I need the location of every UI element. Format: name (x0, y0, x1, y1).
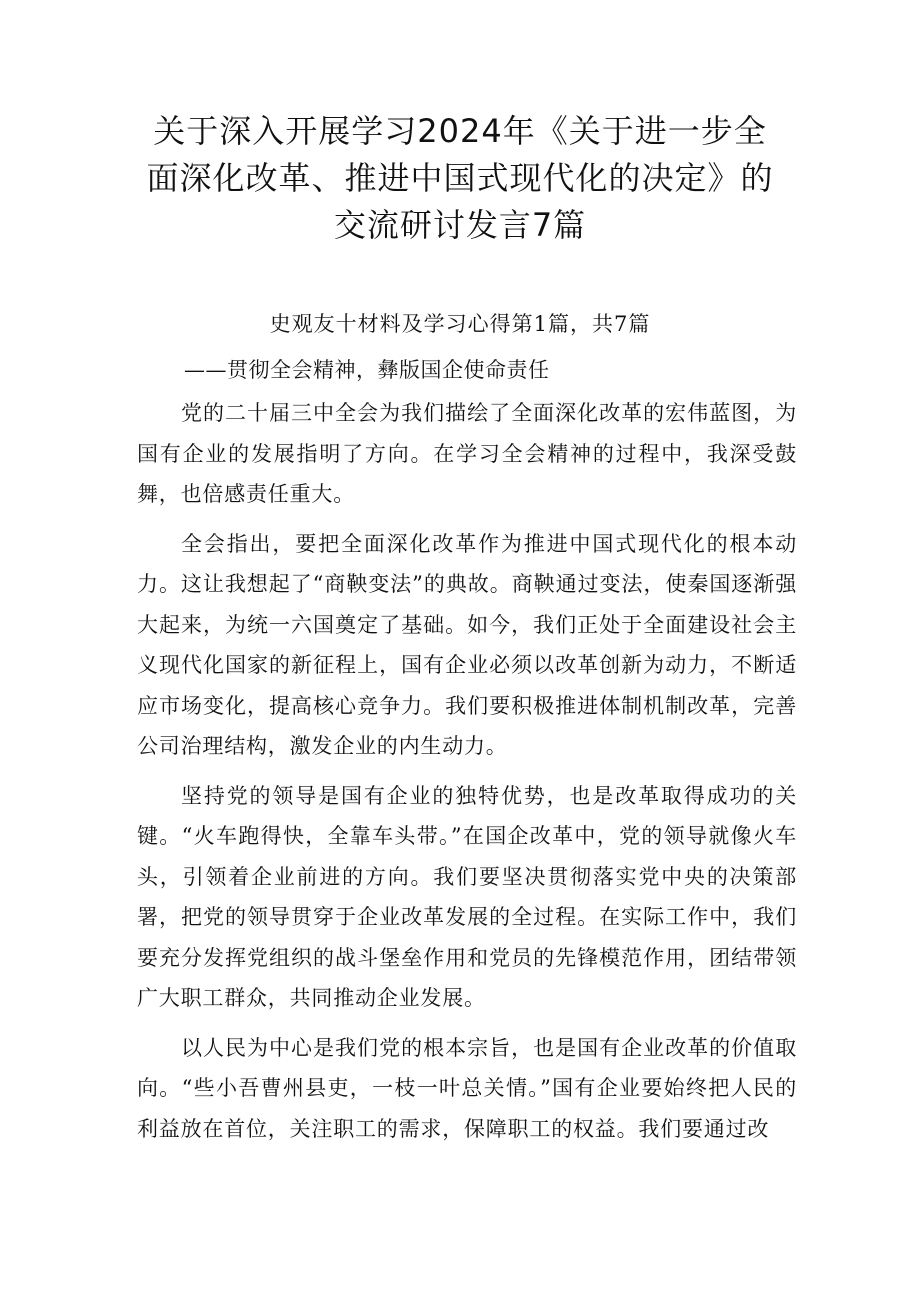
title-line-2: 面深化改革、推进中国式现代化的决定》的 (146, 159, 774, 197)
document-body (137, 393, 797, 1158)
paragraph: 以人民为中心是我们党的根本宗旨，也是国有企业改革的价值取向。“些小吾曹州县吏，一枝一叶总关情。”国有企业要始终把人民的利益放在首位，关注职工的需求，保障职工的权益。我们要通过改 (137, 1035, 797, 1141)
title-line-3: 交流研讨发言7篇 (333, 206, 587, 244)
title-line-1: 关于深入开展学习2024年《关于进一步全 (153, 112, 767, 150)
section-heading: 史观友十材料及学习心得第1篇，共7篇 (269, 312, 651, 336)
paragraph: 坚持党的领导是国有企业的独特优势，也是改革取得成功的关键。“火车跑得快，全靠车头带。”在国企改革中，党的领导就像火车头，引领着企业前进的方向。我们要坚决贯彻落实党中央的决策部署，把党的领导贯穿于企业改革发展的全过程。在实际工作中，我们要充分发挥党组织的战斗堡垒作用和党员的先锋模范作用，团结带领广大职工群众，共同推动企业发展。 (137, 783, 797, 1010)
paragraph: 全会指出，要把全面深化改革作为推进中国式现代化的根本动力。这让我想起了“商鞅变法”的典故。商鞅通过变法，使秦国逐渐强大起来，为统一六国奠定了基础。如今，我们正处于全面建设社会主义现代化国家的新征程上，国有企业必须以改革创新为动力，不断适应市场变化，提高核心竞争力。我们要积极推进体制机制改革，完善公司治理结构，激发企业的内生动力。 (137, 531, 797, 758)
section-subheading: ——贯彻全会精神，彝版国企使命责任 (184, 358, 550, 382)
paragraph: 党的二十届三中全会为我们描绘了全面深化改革的宏伟蓝图，为国有企业的发展指明了方向。在学习全会精神的过程中，我深受鼓舞，也倍感责任重大。 (137, 401, 797, 506)
document-title (110, 108, 810, 249)
